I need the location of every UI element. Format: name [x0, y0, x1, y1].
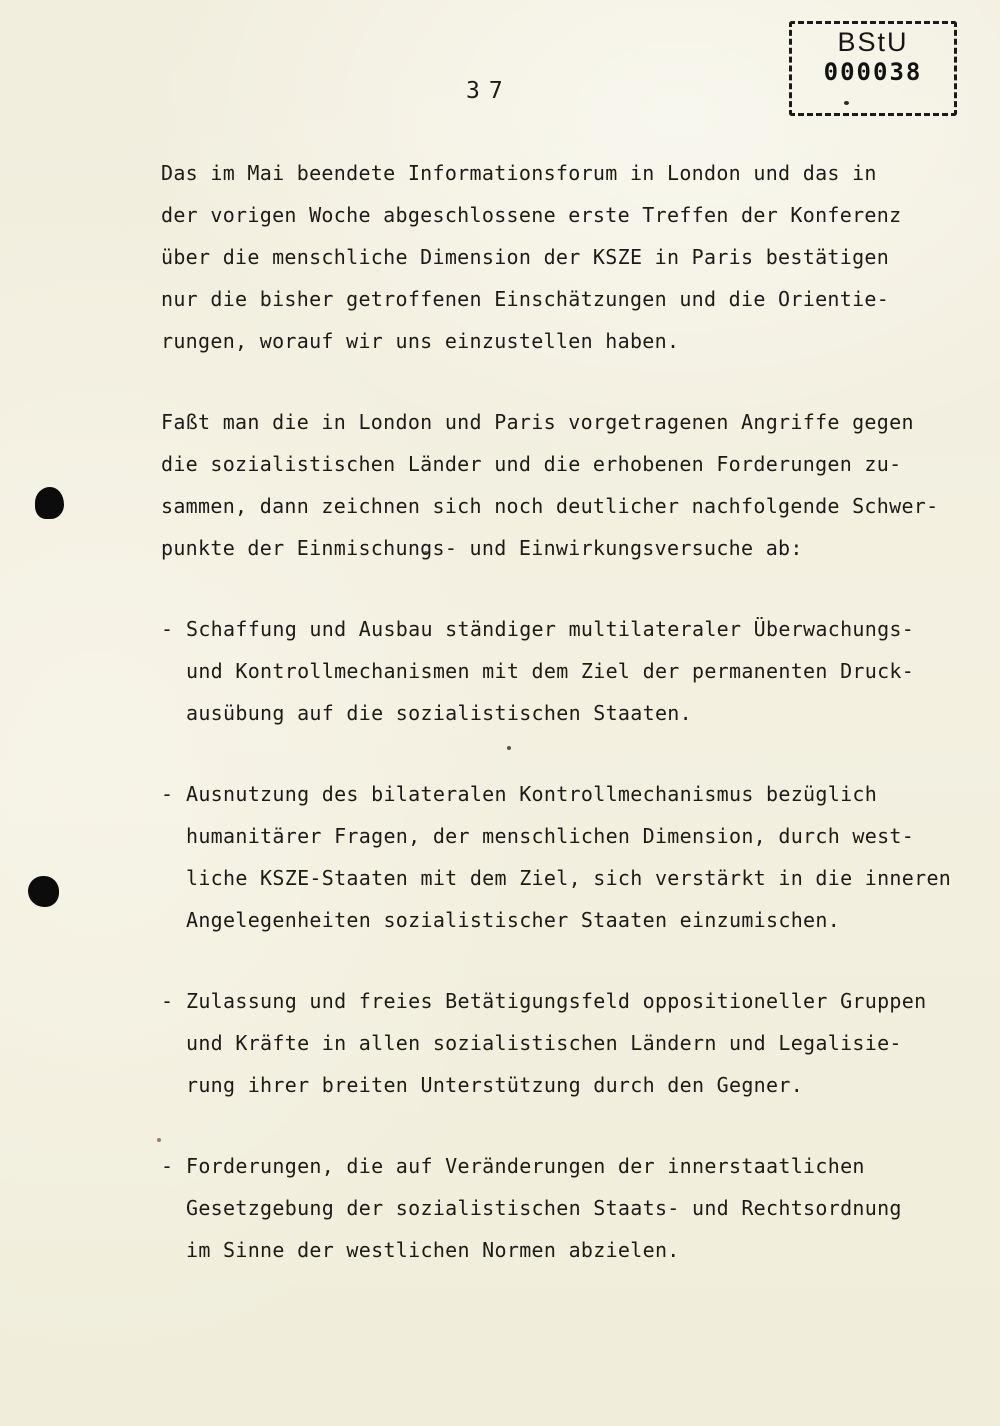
paragraph-lines [186, 608, 973, 734]
bullet-marker: - [161, 782, 174, 806]
text-line: Angelegenheiten sozialistischer Staaten einzumischen. [186, 908, 841, 932]
stamp-ink-dot [844, 101, 849, 105]
bullet-marker: - [161, 989, 174, 1013]
bullet-item [161, 608, 973, 734]
text-line: nur die bisher getroffenen Einschätzungen und die Orientie- [161, 287, 890, 311]
bullet-item [161, 980, 973, 1106]
paragraph [161, 152, 973, 362]
text-line: und Kräfte in allen sozialistischen Ländern und Legalisie- [186, 1031, 902, 1055]
paragraph-lines [161, 152, 973, 362]
bullet-item [161, 1145, 973, 1271]
bstu-archive-stamp [789, 21, 957, 116]
text-line: Zulassung und freies Betätigungsfeld oppositioneller Gruppen [186, 989, 927, 1013]
text-line: liche KSZE-Staaten mit dem Ziel, sich verstärkt in die inneren [186, 866, 952, 890]
text-line: der vorigen Woche abgeschlossene erste Treffen der Konferenz [161, 203, 902, 227]
page-number: 37 [466, 78, 512, 104]
paragraph-lines [186, 773, 973, 941]
paragraph-lines [161, 401, 973, 569]
text-line: humanitärer Fragen, der menschlichen Dimension, durch west- [186, 824, 915, 848]
text-line: sammen, dann zeichnen sich noch deutlicher nachfolgende Schwer- [161, 494, 939, 518]
text-line: Ausnutzung des bilateralen Kontrollmechanismus bezüglich [186, 782, 878, 806]
paragraph [161, 401, 973, 569]
stamp-org-label: BStU [837, 27, 909, 57]
text-line: im Sinne der westlichen Normen abzielen. [186, 1238, 680, 1262]
text-line: Schaffung und Ausbau ständiger multilateraler Überwachungs- [186, 617, 915, 641]
text-line: rungen, worauf wir uns einzustellen haben. [161, 329, 680, 353]
stamp-serial-number: 000038 [823, 58, 923, 86]
bullet-marker: - [161, 617, 174, 641]
punch-hole-mark-bottom [28, 876, 59, 907]
text-line: punkte der Einmischungs- und Einwirkungsversuche ab: [161, 536, 803, 560]
text-line: die sozialistischen Länder und die erhobenen Forderungen zu- [161, 452, 902, 476]
text-line: Forderungen, die auf Veränderungen der innerstaatlichen [186, 1154, 865, 1178]
text-line: rung ihrer breiten Unterstützung durch den Gegner. [186, 1073, 804, 1097]
text-line: über die menschliche Dimension der KSZE in Paris bestätigen [161, 245, 890, 269]
paragraph-lines [186, 1145, 973, 1271]
text-line: Das im Mai beendete Informationsforum in London und das in [161, 161, 877, 185]
punch-hole-mark-top [35, 487, 64, 519]
text-line: und Kontrollmechanismen mit dem Ziel der permanenten Druck- [186, 659, 915, 683]
document-body [161, 152, 973, 1310]
text-line: ausübung auf die sozialistischen Staaten. [186, 701, 692, 725]
text-line: Faßt man die in London und Paris vorgetragenen Angriffe gegen [161, 410, 914, 434]
bullet-marker: - [161, 1154, 174, 1178]
paragraph-lines [186, 980, 973, 1106]
text-line: Gesetzgebung der sozialistischen Staats- und Rechtsordnung [186, 1196, 902, 1220]
bullet-item [161, 773, 973, 941]
